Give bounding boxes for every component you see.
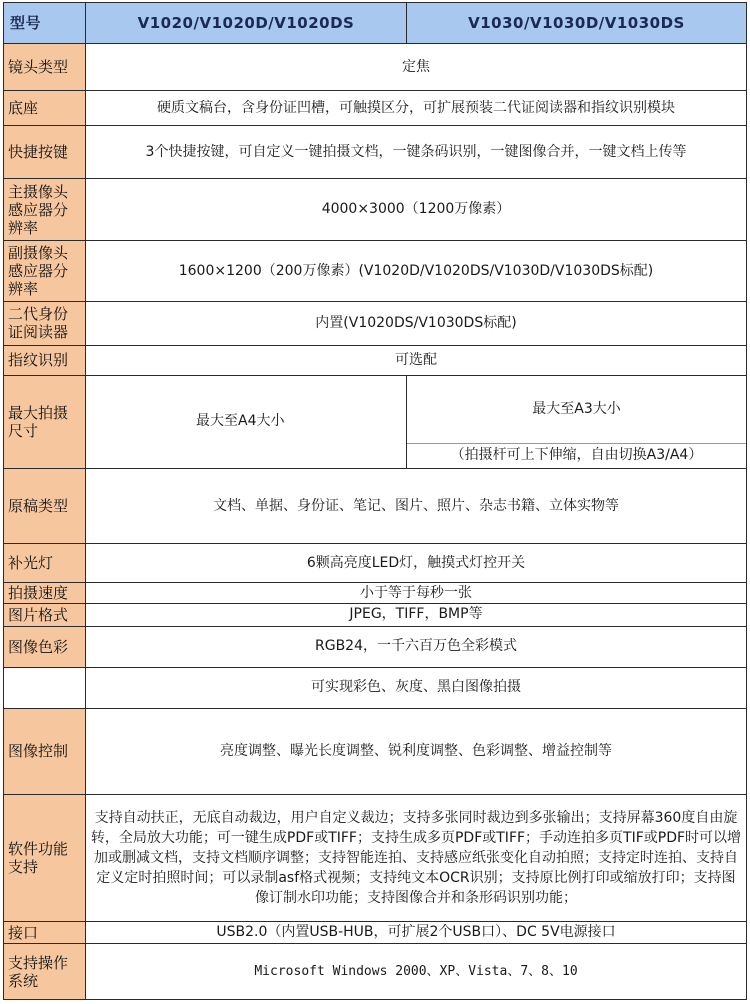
label-software: 软件功能支持 (4, 794, 86, 921)
row-fill-light (4, 544, 747, 583)
label-base: 底座 (4, 91, 86, 126)
value-fill-light: 6颗高亮度LED灯，触摸式灯控开关 (86, 544, 747, 583)
value-os: Microsoft Windows 2000、XP、Vista、7、8、10 (86, 944, 747, 1000)
label-fingerprint: 指纹识别 (4, 345, 86, 376)
label-shortcut-keys: 快捷按键 (4, 126, 86, 179)
row-capture-speed (4, 583, 747, 604)
row-id-reader (4, 302, 747, 345)
row-color-modes (4, 667, 747, 708)
row-image-color (4, 626, 747, 667)
value-image-format: JPEG，TIFF，BMP等 (86, 603, 747, 626)
label-max-size: 最大拍摄尺寸 (4, 376, 86, 468)
row-original-types (4, 468, 747, 544)
value-max-size-a3: 最大至A3大小 (407, 376, 747, 444)
value-image-control: 亮度调整、曝光长度调整、锐利度调整、色彩调整、增益控制等 (86, 708, 747, 794)
label-image-control: 图像控制 (4, 708, 86, 794)
value-lens-type: 定焦 (86, 44, 747, 91)
row-software (4, 794, 747, 921)
label-image-format: 图片格式 (4, 603, 86, 626)
value-base: 硬质文稿台，含身份证凹槽，可触摸区分，可扩展预装二代证阅读器和指纹识别模块 (86, 91, 747, 126)
value-capture-speed: 小于等于每秒一张 (86, 583, 747, 604)
row-image-format (4, 603, 747, 626)
header-row (4, 3, 747, 44)
spec-table (3, 2, 747, 1000)
value-original-types: 文档、单据、身份证、笔记、图片、照片、杂志书籍、立体实物等 (86, 468, 747, 544)
value-interface: USB2.0（内置USB-HUB，可扩展2个USB口）、DC 5V电源接口 (86, 921, 747, 944)
row-interface (4, 921, 747, 944)
label-original-types: 原稿类型 (4, 468, 86, 544)
value-fingerprint: 可选配 (86, 345, 747, 376)
label-image-color: 图像色彩 (4, 626, 86, 667)
label-sub-sensor: 副摄像头感应器分辨率 (4, 240, 86, 302)
row-max-size (4, 376, 747, 444)
row-main-sensor (4, 179, 747, 241)
value-main-sensor: 4000×3000（1200万像素） (86, 179, 747, 241)
value-sub-sensor: 1600×1200（200万像素）(V1020D/V1020DS/V1030D/V1030DS标配) (86, 240, 747, 302)
label-color-modes (4, 667, 86, 708)
label-os: 支持操作系统 (4, 944, 86, 1000)
row-os (4, 944, 747, 1000)
row-fingerprint (4, 345, 747, 376)
row-sub-sensor (4, 240, 747, 302)
value-id-reader: 内置(V1020DS/V1030DS标配) (86, 302, 747, 345)
row-shortcut-keys (4, 126, 747, 179)
value-software: 支持自动扶正，无底自动裁边，用户自定义裁边；支持多张同时裁边到多张输出；支持屏幕360度自由旋转，全局放大功能；可一键生成PDF或TIFF；支持生成多页PDF或TIFF；手动连拍多页TIF或PDF时可以增加或删减文档，支持文档顺序调整；支持智能连拍、支持感应纸张变化自动拍照；支持定时连拍、支持自定义定时拍照时间；可以录制asf格式视频；支持纯文本OCR识别；支持原比例打印或缩放打印；支持图像订制水印功能；支持图像合并和条形码识别功能； (86, 794, 747, 921)
header-label: 型号 (4, 3, 86, 44)
note-max-size: （拍摄杆可上下伸缩，自由切换A3/A4） (407, 443, 747, 468)
label-lens-type: 镜头类型 (4, 44, 86, 91)
label-fill-light: 补光灯 (4, 544, 86, 583)
header-model-a: V1020/V1020D/V1020DS (86, 3, 407, 44)
header-model-b: V1030/V1030D/V1030DS (407, 3, 747, 44)
value-max-size-a4: 最大至A4大小 (86, 376, 407, 468)
label-capture-speed: 拍摄速度 (4, 583, 86, 604)
value-image-color: RGB24，一千六百万色全彩模式 (86, 626, 747, 667)
label-main-sensor: 主摄像头感应器分辨率 (4, 179, 86, 241)
row-lens-type (4, 44, 747, 91)
row-base (4, 91, 747, 126)
label-interface: 接口 (4, 921, 86, 944)
value-shortcut-keys: 3个快捷按键，可自定义一键拍摄文档，一键条码识别，一键图像合并，一键文档上传等 (86, 126, 747, 179)
value-color-modes: 可实现彩色、灰度、黑白图像拍摄 (86, 667, 747, 708)
label-id-reader: 二代身份证阅读器 (4, 302, 86, 345)
row-image-control (4, 708, 747, 794)
